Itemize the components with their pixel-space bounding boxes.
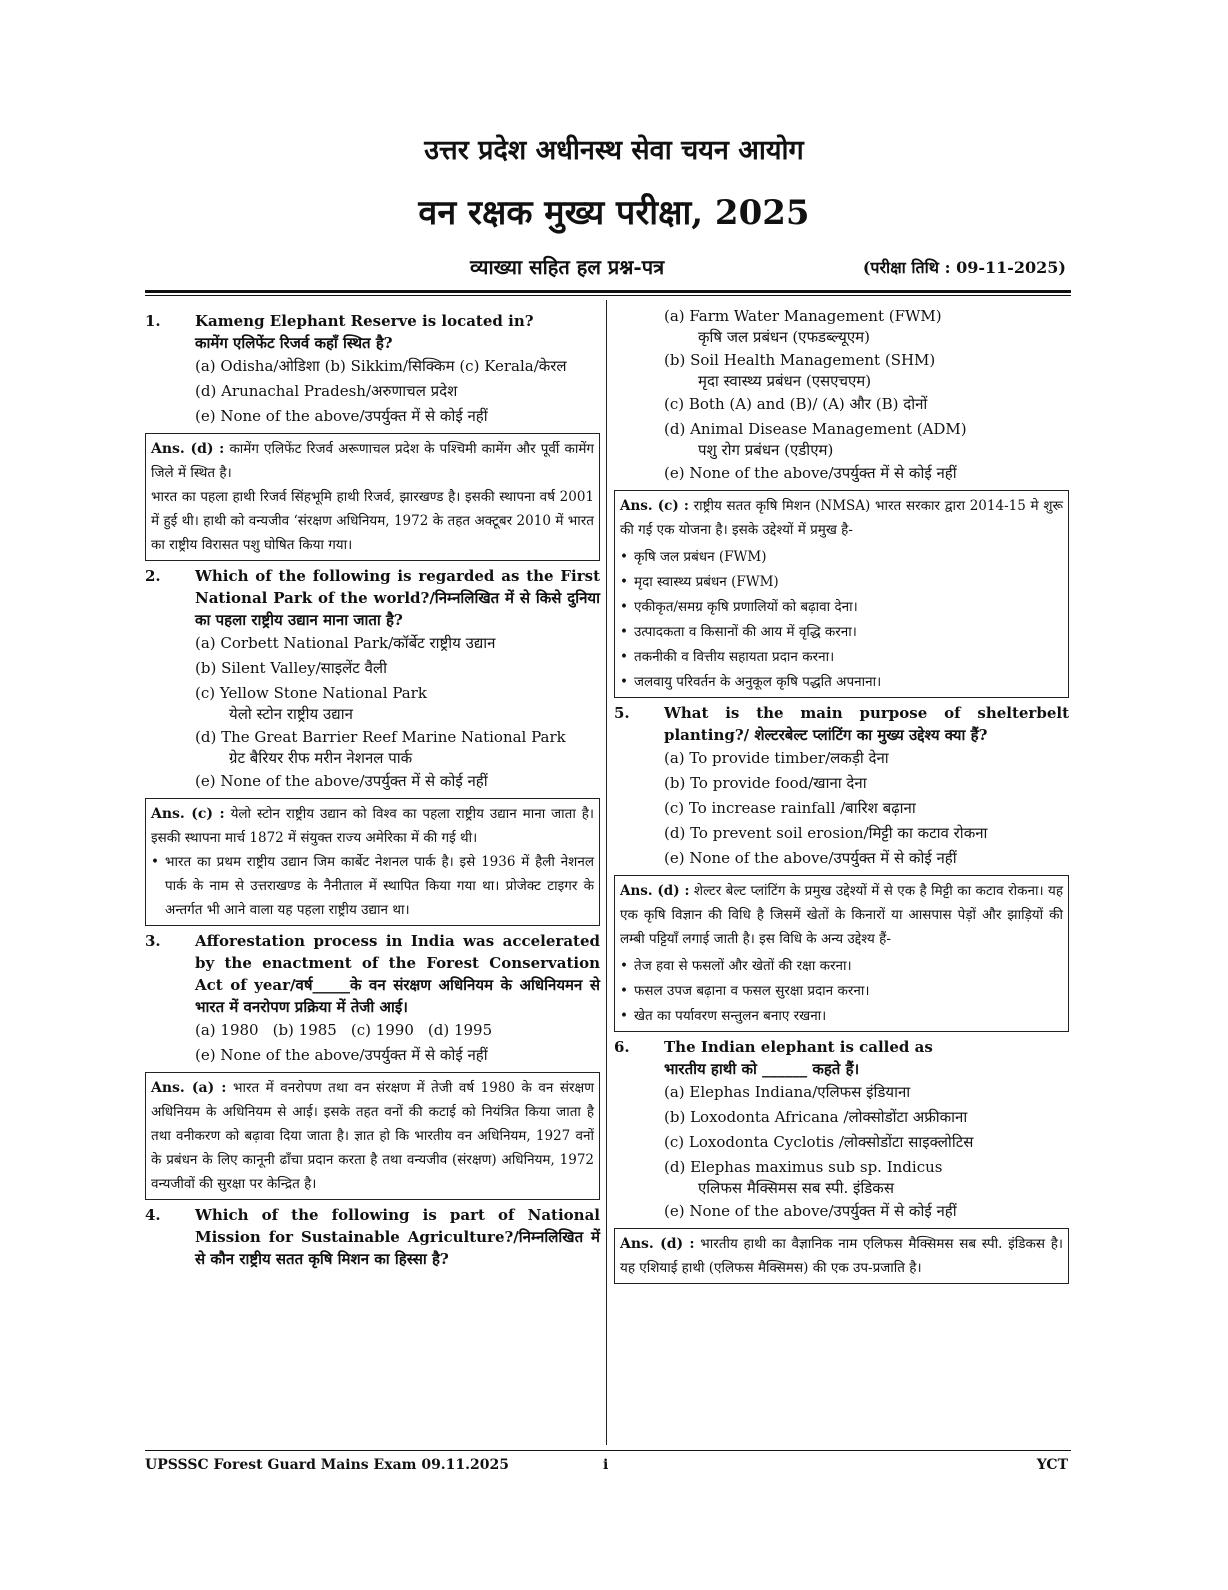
option-e: (e) None of the above/उपर्युक्त में से कोई नहीं (195, 407, 488, 425)
answer-bullet-text: तेज हवा से फसलों और खेतों की रक्षा करना। (634, 958, 852, 974)
question-text-en: The Indian elephant is called as (664, 1038, 933, 1056)
question-4 (145, 1204, 600, 1270)
answer-box-1 (145, 433, 600, 561)
option-d-hindi: ग्रेट बैरियर रीफ मरीन नेशनल पार्क (229, 749, 413, 767)
answer-box-4 (614, 490, 1069, 545)
option-d-hindi: एलिफस मैक्सिमस सब स्पी. इंडिकस (698, 1179, 894, 1197)
answer-bullet-text: भारत का प्रथम राष्ट्रीय उद्यान जिम कार्बेट नेशनल पार्क है। इसे 1936 में हैली नेशनल पार्क के नाम से उत्तराखण्ड के नैनीताल में स्थापित किया गया था। प्रोजेक्ट टाइगर के अन्तर्गत भी आने वाला यह पहला राष्ट्रीय उद्यान था। (165, 854, 594, 918)
option-line: (a) Odisha/ओडिशा (b) Sikkim/सिक्किम (c) Kerala/केरल (195, 357, 567, 375)
question-2 (145, 565, 600, 631)
options-row (195, 1018, 600, 1043)
answer-label: Ans. (d) : (151, 441, 225, 457)
answer-bullet-text: तकनीकी व वित्तीय सहायता प्रदान करना। (634, 649, 835, 665)
option-a: (a) 1980 (195, 1021, 259, 1039)
answer-bullet: • तेज हवा से फसलों और खेतों की रक्षा करना। (614, 954, 1069, 979)
answer-text: भारतीय हाथी का वैज्ञानिक नाम एलिफस मैक्सिमस सब स्पी. इंडिकस है। यह एशियाई हाथी (एलिफस मैक्सिमस) की एक उप-प्रजाति है। (620, 1236, 1063, 1276)
answer-bullet-text: मृदा स्वास्थ्य प्रबंधन (FWM) (634, 574, 779, 590)
answer-label: Ans. (c) : (620, 498, 689, 514)
answer-box-2 (145, 798, 600, 926)
option-d: (d) To prevent soil erosion/मिट्टी का कटाव रोकना (664, 824, 988, 842)
answer-bullet: • खेत का पर्यावरण सन्तुलन बनाए रखना। (614, 1004, 1069, 1032)
options-6 (664, 1080, 1069, 1224)
option-e: (e) None of the above/उपर्युक्त में से कोई नहीं (195, 772, 488, 790)
exam-date: (परीक्षा तिथि : 09-11-2025) (862, 258, 1066, 277)
answer-bullet-text: कृषि जल प्रबंधन (FWM) (634, 549, 767, 565)
footer-exam-name: UPSSSC Forest Guard Mains Exam 09.11.2025 (145, 1457, 510, 1473)
answer-bullet-text: खेत का पर्यावरण सन्तुलन बनाए रखना। (634, 1008, 827, 1024)
answer-bullet: • मृदा स्वास्थ्य प्रबंधन (FWM) (614, 570, 1069, 595)
question-1 (145, 310, 600, 354)
options-2 (195, 631, 600, 794)
question-number: 6. (614, 1038, 630, 1056)
right-column (614, 304, 1069, 1288)
option-c: (c) Loxodonta Cyclotis /लोक्सोडोंटा साइक्लोटिस (664, 1133, 974, 1151)
option-a: (a) To provide timber/लकड़ी देना (664, 749, 889, 767)
option-c: (c) To increase rainfall /बारिश बढ़ाना (664, 799, 916, 817)
option-b-hindi: मृदा स्वास्थ्य प्रबंधन (एसएचएम) (698, 372, 872, 390)
option-a-hindi: कृषि जल प्रबंधन (एफडब्ल्यूएम) (698, 328, 870, 346)
question-number: 2. (145, 567, 161, 585)
option-b: (b) Silent Valley/साइलेंट वैली (195, 659, 387, 677)
question-number: 4. (145, 1206, 161, 1224)
option-a: (a) Elephas Indiana/एलिफस इंडियाना (664, 1083, 911, 1101)
answer-box-6 (614, 1228, 1069, 1284)
answer-bullet-text: एकीकृत/समग्र कृषि प्रणालियों को बढ़ावा देना। (634, 599, 858, 615)
option-b: (b) 1985 (272, 1021, 337, 1039)
option-b: (b) Loxodonta Africana /लोक्सोडोंटा अफ्रीकाना (664, 1108, 968, 1126)
question-number: 3. (145, 932, 161, 950)
option-d: (d) Animal Disease Management (ADM) (664, 420, 967, 438)
option-c: (c) 1990 (350, 1021, 414, 1039)
column-divider (606, 300, 607, 1445)
header-rule (145, 290, 1071, 296)
option-e: (e) None of the above/उपर्युक्त में से कोई नहीं (664, 849, 957, 867)
question-text: Afforestation process in India was accelerated by the enactment of the Forest Conservation Act of year/वर्ष_____के वन संरक्षण अधिनियम के अधिनियमन से भारत में वनरोपण प्रक्रिया में तेजी आई। (195, 932, 600, 1016)
question-text-hi: भारतीय हाथी को ______ कहते हैं। (664, 1060, 860, 1078)
answer-text: कामेंग एलिफेंट रिजर्व अरूणाचल प्रदेश के पश्चिमी कामेंग और पूर्वी कामेंग जिले में स्थित है। (151, 441, 595, 481)
publisher-mark: YCT (1036, 1457, 1068, 1473)
answer-label: Ans. (a) : (151, 1080, 227, 1096)
option-b: (b) Soil Health Management (SHM) (664, 351, 936, 369)
question-3 (145, 930, 600, 1018)
answer-bullet: • तकनीकी व वित्तीय सहायता प्रदान करना। (614, 645, 1069, 670)
answer-text: शेल्टर बेल्ट प्लांटिंग के प्रमुख उद्देश्यों में से एक है मिट्टी का कटाव रोकना। यह एक कृषि विज्ञान की विधि है जिसमें खेतों के किनारों या आसपास पेड़ों और झाड़ियों की लम्बी पट्टियाँ लगाई जाती है। इस विधि के अन्य उद्देश्य हैं- (620, 883, 1063, 947)
answer-bullet: • एकीकृत/समग्र कृषि प्रणालियों को बढ़ावा देना। (614, 595, 1069, 620)
footer-rule (145, 1450, 1071, 1451)
answer-box-5 (614, 875, 1069, 954)
question-5 (614, 702, 1069, 746)
answer-box-3 (145, 1072, 600, 1200)
answer-bullet: • भारत का प्रथम राष्ट्रीय उद्यान जिम कार्बेट नेशनल पार्क है। इसे 1936 में हैली नेशनल पार्क के नाम से उत्तराखण्ड के नैनीताल में स्थापित किया गया था। प्रोजेक्ट टाइगर के अन्तर्गत भी आने वाला यह पहला राष्ट्रीय उद्यान था। (151, 850, 594, 922)
option-e: (e) None of the above/उपर्युक्त में से कोई नहीं (664, 1202, 957, 1220)
answer-bullet: • कृषि जल प्रबंधन (FWM) (614, 545, 1069, 570)
option-e: (e) None of the above/उपर्युक्त में से कोई नहीं (664, 464, 957, 482)
option-d: (d) 1995 (427, 1021, 493, 1039)
question-text: Which of the following is regarded as the First National Park of the world?/निम्नलिखित में से किसे दुनिया का पहला राष्ट्रीय उद्यान माना जाता है? (195, 567, 600, 629)
question-6 (614, 1036, 1069, 1080)
option-b: (b) To provide food/खाना देना (664, 774, 867, 792)
option-a: (a) Farm Water Management (FWM) (664, 307, 942, 325)
question-number: 1. (145, 312, 161, 330)
left-column (145, 306, 600, 1270)
option-c-hindi: येलो स्टोन राष्ट्रीय उद्यान (229, 705, 353, 723)
answer-bullet-text: फसल उपज बढ़ाना व फसल सुरक्षा प्रदान करना। (634, 983, 870, 999)
paper-subtitle: व्याख्या सहित हल प्रश्न-पत्र (470, 255, 665, 279)
question-text (664, 1036, 1069, 1080)
option-d: (d) The Great Barrier Reef Marine National Park (195, 728, 566, 746)
commission-title: उत्तर प्रदेश अधीनस्थ सेवा चयन आयोग (424, 135, 804, 166)
question-text (195, 310, 600, 354)
answer-text: येलो स्टोन राष्ट्रीय उद्यान को विश्व का पहला राष्ट्रीय उद्यान माना जाता है। इसकी स्थापना मार्च 1872 में संयुक्त राज्य अमेरिका में की गई थी। (151, 806, 594, 846)
answer-text: राष्ट्रीय सतत कृषि मिशन (NMSA) भारत सरकार द्वारा 2014-15 मे शुरू की गई एक योजना है। इसके उद्देश्यों में प्रमुख है- (620, 498, 1064, 538)
answer-label: Ans. (c) : (151, 806, 225, 822)
answer-label: Ans. (d) : (620, 883, 690, 899)
question-text-en: Kameng Elephant Reserve is located in? (195, 312, 534, 330)
option-c: (c) Both (A) and (B)/ (A) और (B) दोनों (664, 395, 928, 413)
exam-title: वन रक्षक मुख्य परीक्षा, 2025 (418, 193, 810, 233)
answer-bullet: • उत्पादकता व किसानों की आय में वृद्धि करना। (614, 620, 1069, 645)
option-e: (e) None of the above/उपर्युक्त में से कोई नहीं (195, 1046, 488, 1064)
option-a: (a) Corbett National Park/कॉर्बेट राष्ट्रीय उद्यान (195, 634, 496, 652)
answer-bullet: • जलवायु परिवर्तन के अनुकूल कृषि पद्धति अपनाना। (614, 670, 1069, 698)
options-3 (195, 1018, 600, 1068)
page-number: i (603, 1457, 609, 1473)
answer-bullet-text: उत्पादकता व किसानों की आय में वृद्धि करना। (634, 624, 857, 640)
options-5 (664, 746, 1069, 871)
option-d: (d) Elephas maximus sub sp. Indicus (664, 1158, 943, 1176)
answer-text: भारत में वनरोपण तथा वन संरक्षण में तेजी वर्ष 1980 के वन संरक्षण अधिनियम के अधिनियम से आई। इसके तहत वनों की कटाई को नियंत्रित किया जाता है तथा वनीकरण को बढ़ावा दिया जाता है। ज्ञात हो कि भारतीय वन अधिनियम, 1927 वनों के प्रबंधन के लिए कानूनी ढाँचा प्रदान करता है तथा वन्यजीव (संरक्षण) अधिनियम, 1972 वन्यजीवों की सुरक्षा पर केन्द्रित है। (151, 1080, 594, 1192)
answer-bullet: • फसल उपज बढ़ाना व फसल सुरक्षा प्रदान करना। (614, 979, 1069, 1004)
question-text-hi: कामेंग एलिफेंट रिजर्व कहाँ स्थित है? (195, 334, 393, 352)
option-d: (d) Arunachal Pradesh/अरुणाचल प्रदेश (195, 382, 458, 400)
option-d-hindi: पशु रोग प्रबंधन (एडीएम) (698, 441, 834, 459)
options-1 (195, 354, 600, 429)
question-number: 5. (614, 704, 630, 722)
options-4 (664, 304, 1069, 486)
answer-text: भारत का पहला हाथी रिजर्व सिंहभूमि हाथी रिजर्व, झारखण्ड है। इसकी स्थापना वर्ष 2001 में हुई थी। हाथी को वन्यजीव ‘संरक्षण अधिनियम, 1972 के तहत अक्टूबर 2010 में भारत का राष्ट्रीय विरासत पशु घोषित किया गया। (151, 489, 594, 553)
question-text: What is the main purpose of shelterbelt planting?/ शेल्टरबेल्ट प्लांटिंग का मुख्य उद्देश्य क्या हैं? (664, 704, 1069, 744)
question-text: Which of the following is part of National Mission for Sustainable Agriculture?/निम्नलिखित में से कौन राष्ट्रीय सतत कृषि मिशन का हिस्सा है? (195, 1206, 600, 1268)
answer-bullet-text: जलवायु परिवर्तन के अनुकूल कृषि पद्धति अपनाना। (634, 674, 882, 690)
option-c: (c) Yellow Stone National Park (195, 684, 427, 702)
answer-label: Ans. (d) : (620, 1236, 695, 1252)
